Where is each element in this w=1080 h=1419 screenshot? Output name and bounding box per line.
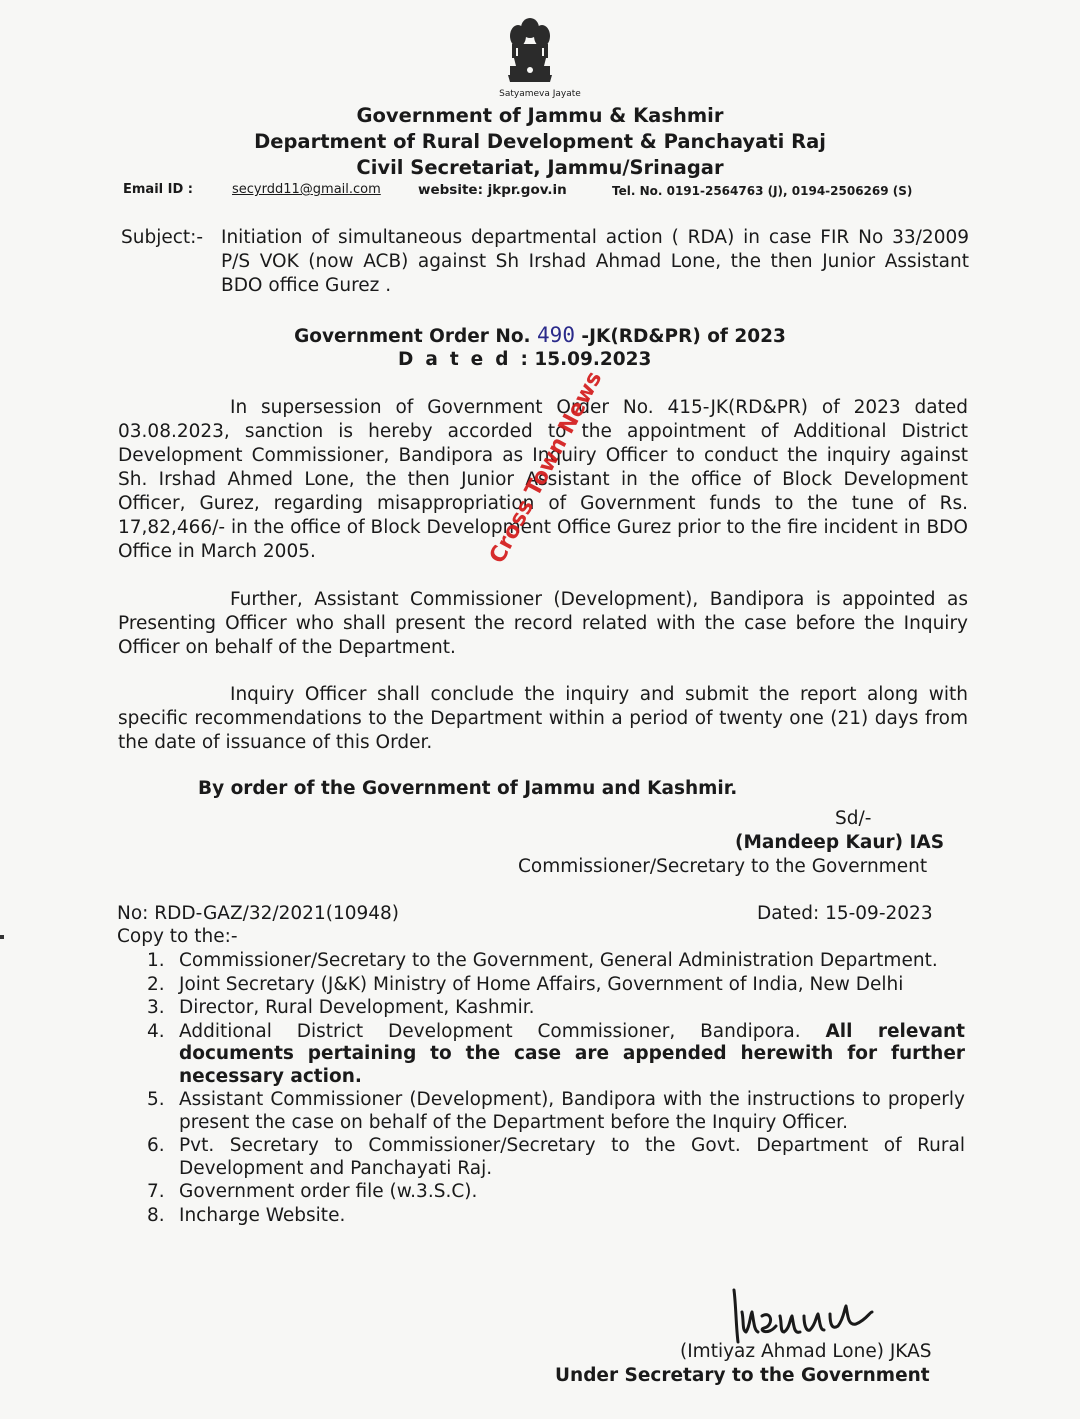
order-date	[398, 349, 651, 370]
scan-edge-mark	[0, 935, 4, 939]
copy-item-number: 7.	[147, 1181, 165, 1202]
copy-list-item	[117, 997, 965, 1020]
subject-text: Initiation of simultaneous departmental action ( RDA) in case FIR No 33/2009 P/S VOK (now ACB) against Sh Irshad Ahmad Lone, the then Junior Assistant BDO office Gurez .	[221, 227, 969, 296]
copy-item-number: 6.	[147, 1135, 165, 1156]
copy-item-number: 3.	[147, 997, 165, 1018]
paragraph-supersession: In supersession of Government Order No. 415-JK(RD&PR) of 2023 dated 03.08.2023, sanction is hereby accorded to the appointment of Additional District Development Commissioner, Bandipora as Inquiry Officer to conduct the inquiry against Sh. Irshad Ahmed Lone, the then Junior Assistant in the office of Block Development Officer, Gurez, regarding misappropriation of Government funds to the tune of Rs. 17,82,466/- in the office of Block Development Office Gurez prior to the fire incident in BDO Office in March 2005.	[118, 397, 968, 562]
state-emblem-icon	[500, 14, 560, 90]
reference-number: No: RDD-GAZ/32/2021(10948)	[117, 903, 400, 924]
copy-list-item	[117, 1135, 965, 1180]
copy-item-text: Pvt. Secretary to Commissioner/Secretary to the Govt. Department of Rural Development and Panchayati Raj.	[179, 1135, 965, 1179]
copy-item-text: Commissioner/Secretary to the Government, General Administration Department.	[179, 950, 938, 971]
copy-item-text: Government order file (w.3.S.C).	[179, 1181, 478, 1202]
under-secretary-name: (Imtiyaz Ahmad Lone) JKAS	[680, 1341, 932, 1362]
copy-list-item	[117, 1205, 965, 1228]
copy-list-item	[117, 950, 965, 973]
paragraph-presenting-officer: Further, Assistant Commissioner (Development), Bandipora is appointed as Presenting Officer who shall present the record related with the case before the Inquiry Officer on behalf of the Department.	[118, 589, 968, 658]
copy-list-item	[117, 1181, 965, 1204]
header-department: Department of Rural Development & Panchayati Raj	[254, 130, 826, 153]
email-label: Email ID :	[123, 182, 193, 197]
order-date-label: Dated	[398, 349, 521, 370]
reference-date: Dated: 15-09-2023	[757, 903, 933, 924]
copy-item-bold-note: All relevant documents pertaining to the case are appended herewith for further necessary action.	[179, 1020, 965, 1087]
order-title-suffix: -JK(RD&PR) of 2023	[581, 326, 786, 347]
subject-label: Subject:-	[121, 227, 204, 248]
copy-list	[117, 950, 965, 1228]
copy-item-number: 8.	[147, 1204, 165, 1226]
signatory-name: (Mandeep Kaur) IAS	[735, 832, 945, 853]
header-government: Government of Jammu & Kashmir	[356, 104, 724, 127]
copy-item-number: 2.	[147, 973, 165, 995]
header-secretariat: Civil Secretariat, Jammu/Srinagar	[356, 156, 724, 179]
sd-mark: Sd/-	[835, 808, 872, 829]
telephone-text: Tel. No. 0191-2564763 (J), 0194-2506269 (S)	[612, 184, 913, 198]
copy-item-text: Additional District Development Commissioner, Bandipora.	[179, 1020, 826, 1042]
motto: Satyameva Jayate	[499, 89, 581, 99]
copy-item-number: 4.	[147, 1020, 165, 1042]
by-order-line: By order of the Government of Jammu and Kashmir.	[198, 778, 738, 799]
order-number-handwritten: 490	[537, 323, 575, 347]
copy-item-number: 1.	[147, 950, 165, 971]
email-link[interactable]: secyrdd11@gmail.com	[232, 182, 381, 197]
order-title-prefix: Government Order No.	[294, 326, 531, 347]
order-title	[0, 323, 1080, 347]
copy-list-item	[117, 1089, 965, 1134]
copy-item-text: Incharge Website.	[179, 1204, 346, 1226]
copy-list-item	[117, 974, 965, 997]
website-text: website: jkpr.gov.in	[418, 182, 567, 198]
order-date-value: : 15.09.2023	[520, 349, 652, 370]
under-secretary-designation: Under Secretary to the Government	[555, 1365, 930, 1386]
copy-item-text: Joint Secretary (J&K) Ministry of Home Affairs, Government of India, New Delhi	[179, 973, 904, 995]
copy-item-text: Assistant Commissioner (Development), Bandipora with the instructions to properly present the case on behalf of the Department before the Inquiry Officer.	[179, 1089, 965, 1133]
watermark-text: Cross Town News	[485, 367, 608, 568]
signatory-designation: Commissioner/Secretary to the Government	[518, 856, 928, 877]
copy-item-text: Director, Rural Development, Kashmir.	[179, 997, 535, 1018]
copy-item-number: 5.	[147, 1089, 165, 1110]
copy-list-item	[117, 1021, 965, 1089]
paragraph-inquiry-deadline: Inquiry Officer shall conclude the inquiry and submit the report along with specific recommendations to the Department within a period of twenty one (21) days from the date of issuance of this Order.	[118, 684, 968, 753]
copy-to-label: Copy to the:-	[117, 926, 238, 947]
